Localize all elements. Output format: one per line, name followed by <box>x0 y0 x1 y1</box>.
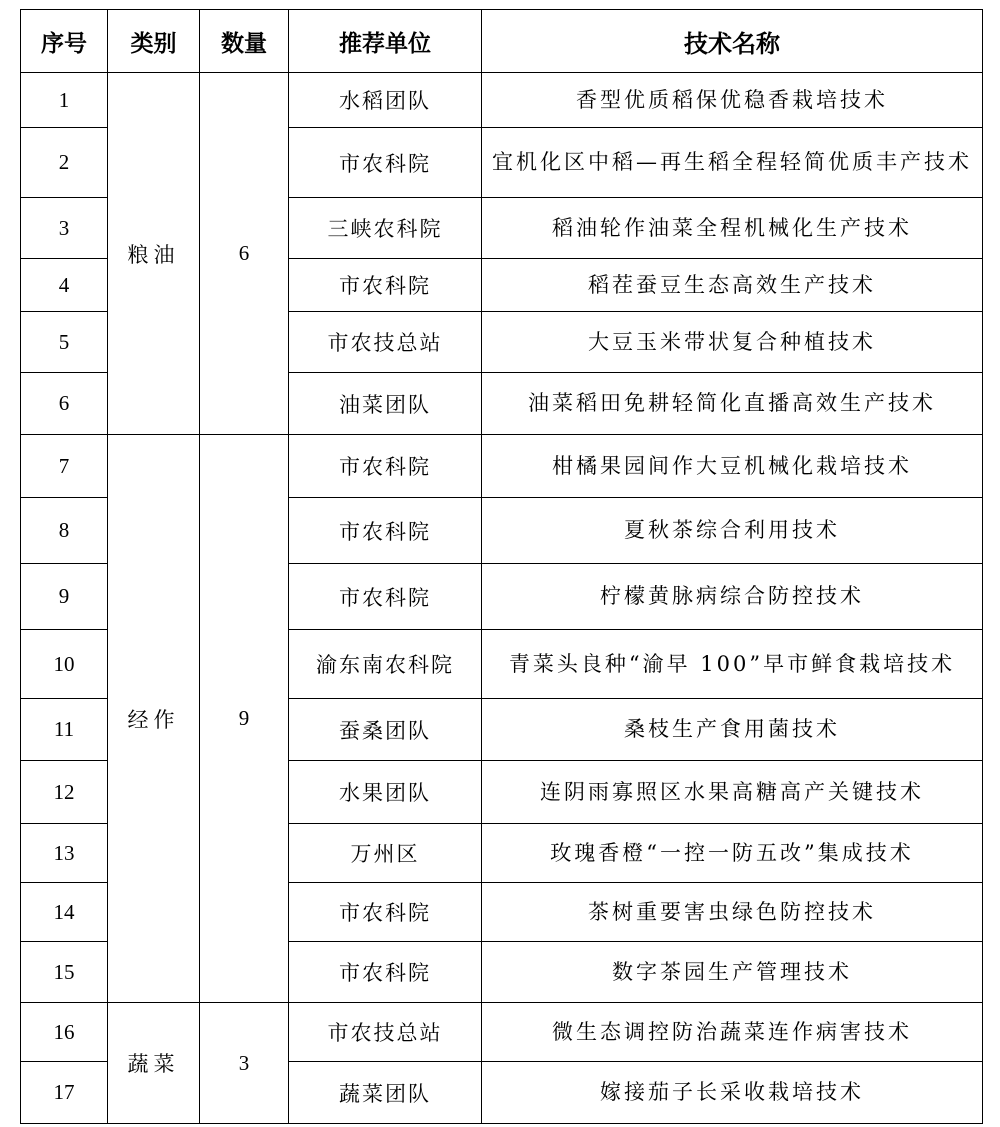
unit-cell: 市农科院 <box>289 498 482 564</box>
category-cell: 经作 <box>108 435 200 1003</box>
unit-cell: 市农技总站 <box>289 1003 482 1062</box>
category-cell: 蔬菜 <box>108 1003 200 1124</box>
unit-cell: 市农科院 <box>289 128 482 198</box>
name-cell: 稻油轮作油菜全程机械化生产技术 <box>482 198 983 259</box>
unit-cell: 三峡农科院 <box>289 198 482 259</box>
row-no: 11 <box>21 699 108 761</box>
unit-cell: 万州区 <box>289 824 482 883</box>
name-cell: 稻茬蚕豆生态高效生产技术 <box>482 259 983 312</box>
name-cell: 连阴雨寡照区水果高糖高产关键技术 <box>482 761 983 824</box>
row-no: 12 <box>21 761 108 824</box>
row-no: 1 <box>21 73 108 128</box>
header-unit: 推荐单位 <box>289 10 482 73</box>
row-no: 4 <box>21 259 108 312</box>
header-name: 技术名称 <box>482 10 983 73</box>
unit-cell: 市农科院 <box>289 564 482 630</box>
unit-cell: 市农科院 <box>289 883 482 942</box>
name-cell: 柠檬黄脉病综合防控技术 <box>482 564 983 630</box>
row-no: 2 <box>21 128 108 198</box>
unit-cell: 水稻团队 <box>289 73 482 128</box>
name-cell: 青菜头良种“渝早 100”早市鲜食栽培技术 <box>482 630 983 699</box>
row-no: 9 <box>21 564 108 630</box>
unit-cell: 水果团队 <box>289 761 482 824</box>
unit-cell: 渝东南农科院 <box>289 630 482 699</box>
name-cell: 数字茶园生产管理技术 <box>482 942 983 1003</box>
row-no: 3 <box>21 198 108 259</box>
name-cell: 大豆玉米带状复合种植技术 <box>482 312 983 373</box>
row-no: 17 <box>21 1062 108 1124</box>
table-row <box>21 435 983 498</box>
unit-cell: 市农科院 <box>289 435 482 498</box>
unit-cell: 油菜团队 <box>289 373 482 435</box>
row-no: 13 <box>21 824 108 883</box>
count-cell: 6 <box>200 73 289 435</box>
row-no: 5 <box>21 312 108 373</box>
name-cell: 夏秋茶综合利用技术 <box>482 498 983 564</box>
name-cell: 桑枝生产食用菌技术 <box>482 699 983 761</box>
row-no: 7 <box>21 435 108 498</box>
row-no: 8 <box>21 498 108 564</box>
row-no: 10 <box>21 630 108 699</box>
count-cell: 3 <box>200 1003 289 1124</box>
header-no: 序号 <box>21 10 108 73</box>
name-cell: 油菜稻田免耕轻简化直播高效生产技术 <box>482 373 983 435</box>
header-count: 数量 <box>200 10 289 73</box>
name-cell: 香型优质稻保优稳香栽培技术 <box>482 73 983 128</box>
header-category: 类别 <box>108 10 200 73</box>
category-cell: 粮油 <box>108 73 200 435</box>
name-cell: 茶树重要害虫绿色防控技术 <box>482 883 983 942</box>
name-cell: 微生态调控防治蔬菜连作病害技术 <box>482 1003 983 1062</box>
name-cell: 嫁接茄子长采收栽培技术 <box>482 1062 983 1124</box>
row-no: 6 <box>21 373 108 435</box>
unit-cell: 市农科院 <box>289 942 482 1003</box>
name-cell: 玫瑰香橙“一控一防五改”集成技术 <box>482 824 983 883</box>
table-row <box>21 1003 983 1062</box>
unit-cell: 市农技总站 <box>289 312 482 373</box>
technology-table <box>20 9 983 1124</box>
row-no: 14 <box>21 883 108 942</box>
table-row <box>21 73 983 128</box>
unit-cell: 蔬菜团队 <box>289 1062 482 1124</box>
unit-cell: 市农科院 <box>289 259 482 312</box>
row-no: 16 <box>21 1003 108 1062</box>
name-cell: 柑橘果园间作大豆机械化栽培技术 <box>482 435 983 498</box>
unit-cell: 蚕桑团队 <box>289 699 482 761</box>
header-row <box>21 10 983 73</box>
row-no: 15 <box>21 942 108 1003</box>
count-cell: 9 <box>200 435 289 1003</box>
name-cell: 宜机化区中稻—再生稻全程轻简优质丰产技术 <box>482 128 983 198</box>
